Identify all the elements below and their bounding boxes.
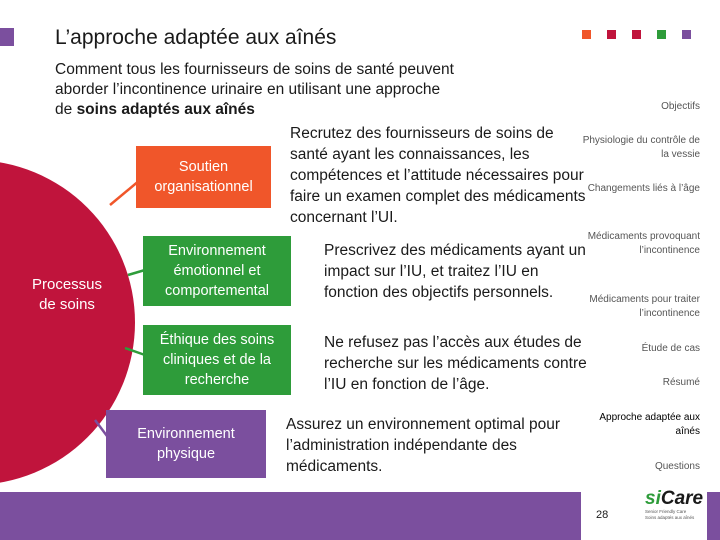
nav-item-senior-friendly-approach[interactable]: Approche adaptée aux aînés xyxy=(599,412,700,437)
nav-item-age-changes[interactable]: Changements liés à l’âge xyxy=(587,183,700,194)
nav-item-questions[interactable]: Questions xyxy=(654,461,700,472)
item-box-organizational-support: Soutien organisationnel xyxy=(136,146,271,208)
item-box-physical-environment: Environnement physique xyxy=(106,410,266,478)
page-title: L’approche adaptée aux aînés xyxy=(55,26,337,49)
logo-prefix: si xyxy=(645,488,661,509)
sicare-logo xyxy=(645,489,707,535)
subtitle-line-2: aborder l’incontinence urinaire en utilisant une approche xyxy=(55,81,441,98)
logo-tagline-fr: Soins adaptés aux aînés xyxy=(645,515,695,520)
page-number: 28 xyxy=(596,509,609,521)
logo-tagline-en: Senior Friendly Care xyxy=(645,509,687,514)
care-process-label: Processus de soins xyxy=(31,276,103,313)
nav-item-objectives[interactable]: Objectifs xyxy=(661,101,700,112)
subtitle-emphasis: soins adaptés aux aînés xyxy=(76,101,255,118)
item-description-organizational-support: Recrutez des fournisseurs de soins de santé ayant les connaissances, les compétences et l’attitude nécessaires pour faire un examen complet des médicaments concernant l’UI. xyxy=(290,125,586,226)
subtitle-line-1: Comment tous les fournisseurs de soins de santé peuvent xyxy=(55,61,454,78)
nav-item-summary[interactable]: Résumé xyxy=(662,377,700,388)
nav-item-treating-medications[interactable]: Médicaments pour traiter l’incontinence xyxy=(589,294,700,319)
item-description-clinical-ethics: Ne refusez pas l’accès aux études de recherche sur les médicaments contre l’IU en fonction de l’âge. xyxy=(324,334,587,393)
item-description-emotional-environment: Prescrivez des médicaments ayant un impact sur l’IU, et traitez l’IU en fonction des objectifs personnels. xyxy=(324,242,586,301)
nav-item-causing-medications[interactable]: Médicaments provoquant l’incontinence xyxy=(587,231,700,256)
connector-green-2 xyxy=(125,348,145,355)
nav-item-bladder-physiology[interactable]: Physiologie du contrôle de la vessie xyxy=(582,135,700,160)
item-description-physical-environment: Assurez un environnement optimal pour l’administration indépendante des médicaments. xyxy=(286,416,560,475)
logo-wordmark xyxy=(645,489,707,509)
nav-item-case-study[interactable]: Étude de cas xyxy=(641,343,700,354)
item-box-emotional-environment: Environnement émotionnel et comportemental xyxy=(143,236,291,306)
logo-suffix: Care xyxy=(660,488,704,509)
item-box-clinical-ethics: Éthique des soins cliniques et de la recherche xyxy=(143,325,291,395)
subtitle-line-3-prefix: de xyxy=(55,101,77,118)
